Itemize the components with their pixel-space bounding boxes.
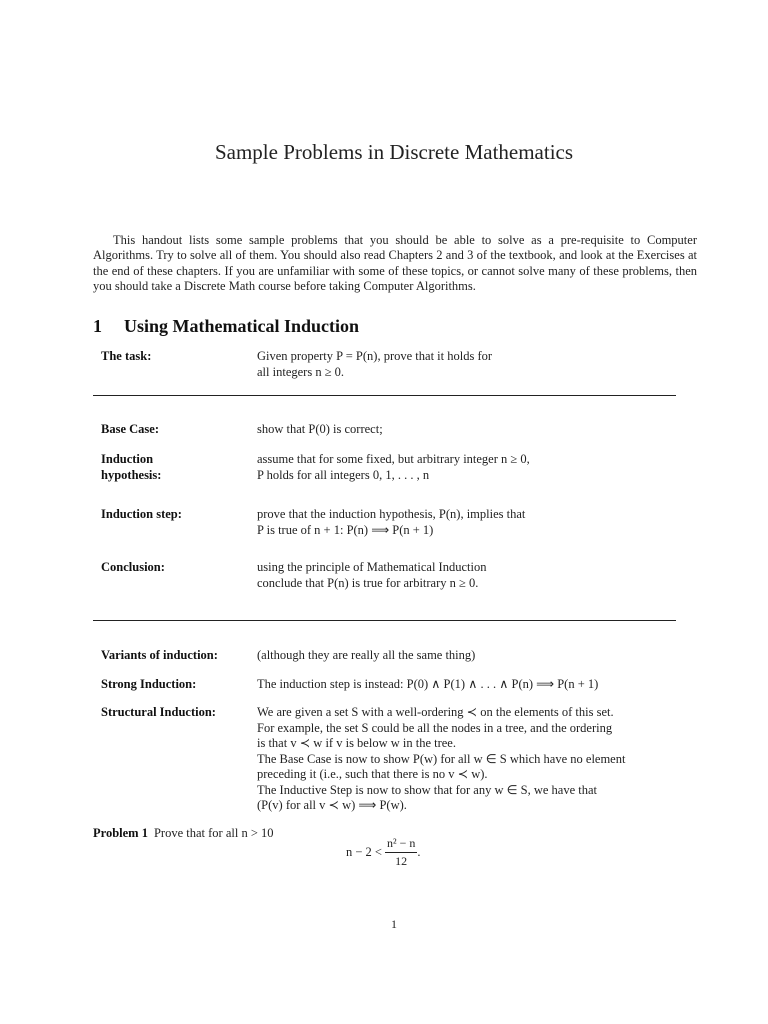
structural-line-4: The Base Case is now to show P(w) for all w ∈ S which have no element xyxy=(257,751,626,766)
hypothesis-text xyxy=(257,452,687,483)
section-title: Using Mathematical Induction xyxy=(124,316,360,336)
structural-induction-text xyxy=(257,705,687,814)
base-case-label-text: Base Case: xyxy=(101,422,159,436)
structural-line-5: preceding it (i.e., such that there is no v ≺ w). xyxy=(257,767,488,781)
task-line-1: Given property P = P(n), prove that it holds for xyxy=(257,349,493,363)
structural-line-7: (P(v) for all v ≺ w) ⟹ P(w). xyxy=(257,798,407,812)
intro-paragraph: This handout lists some sample problems that you should be able to solve as a pre-requisite to Computer Algorithms. Try to solve all of them. You should also read Chapters 2 and 3 of the textbook, and look at the Exercises at the end of these chapters. If you are unfamiliar with some of these topics, or cannot solve many of these problems, then you should take a Discrete Math course before taking Computer Algorithms. xyxy=(93,233,697,294)
section-heading xyxy=(93,316,359,337)
conclusion-line-1: using the principle of Mathematical Induction xyxy=(257,560,487,574)
problem-formula xyxy=(346,836,420,869)
induction-step-label xyxy=(101,507,251,523)
strong-induction-text: The induction step is instead: P(0) ∧ P(1) ∧ . . . ∧ P(n) ⟹ P(n + 1) xyxy=(257,677,599,691)
structural-line-1: We are given a set S with a well-ordering ≺ on the elements of this set. xyxy=(257,705,614,719)
formula-lhs: n − 2 < xyxy=(346,845,382,859)
formula-fraction xyxy=(385,836,417,869)
divider-bottom xyxy=(93,620,676,621)
induction-step-line-2: P is true of n + 1: P(n) ⟹ P(n + 1) xyxy=(257,522,434,537)
structural-line-6: The Inductive Step is now to show that for any w ∈ S, we have that xyxy=(257,782,597,797)
problem-text: Prove that for all n > 10 xyxy=(153,826,274,840)
task-text xyxy=(257,349,687,380)
structural-line-2: For example, the set S could be all the nodes in a tree, and the ordering xyxy=(257,720,613,735)
hypothesis-line-2: P holds for all integers 0, 1, . . . , n xyxy=(257,467,430,482)
structural-line-3: is that v ≺ w if v is below w in the tree. xyxy=(257,736,456,750)
hypothesis-label-line-1: Induction xyxy=(101,452,154,466)
fraction-denominator: 12 xyxy=(395,854,408,868)
variants-label: Variants of induction: xyxy=(101,648,218,662)
conclusion-text xyxy=(257,560,687,591)
hypothesis-label-line-2: hypothesis: xyxy=(101,467,162,482)
conclusion-label xyxy=(101,560,251,576)
fraction-numerator: n² − n xyxy=(385,836,417,853)
hypothesis-line-1: assume that for some fixed, but arbitrary integer n ≥ 0, xyxy=(257,452,530,466)
structural-induction-label: Structural Induction: xyxy=(101,705,216,719)
document-title: Sample Problems in Discrete Mathematics xyxy=(214,140,574,164)
induction-step-text xyxy=(257,507,687,538)
divider-top xyxy=(93,395,676,396)
conclusion-line-2: conclude that P(n) is true for arbitrary n ≥ 0. xyxy=(257,575,479,590)
conclusion-label-text: Conclusion: xyxy=(101,560,165,574)
variants-text: (although they are really all the same thing) xyxy=(257,648,476,662)
page-number: 1 xyxy=(391,917,397,931)
task-line-2: all integers n ≥ 0. xyxy=(257,364,345,379)
hypothesis-label xyxy=(101,452,251,483)
induction-step-label-text: Induction step: xyxy=(101,507,182,521)
problem-1 xyxy=(93,826,274,841)
base-case-text xyxy=(257,422,687,438)
base-case-line-1: show that P(0) is correct; xyxy=(257,422,383,436)
formula-end: . xyxy=(417,845,421,859)
base-case-label xyxy=(101,422,251,438)
section-number: 1 xyxy=(93,316,102,336)
task-label: The task: xyxy=(101,349,152,363)
problem-label: Problem 1 xyxy=(93,826,148,840)
induction-step-line-1: prove that the induction hypothesis, P(n), implies that xyxy=(257,507,526,521)
strong-induction-label: Strong Induction: xyxy=(101,677,197,691)
